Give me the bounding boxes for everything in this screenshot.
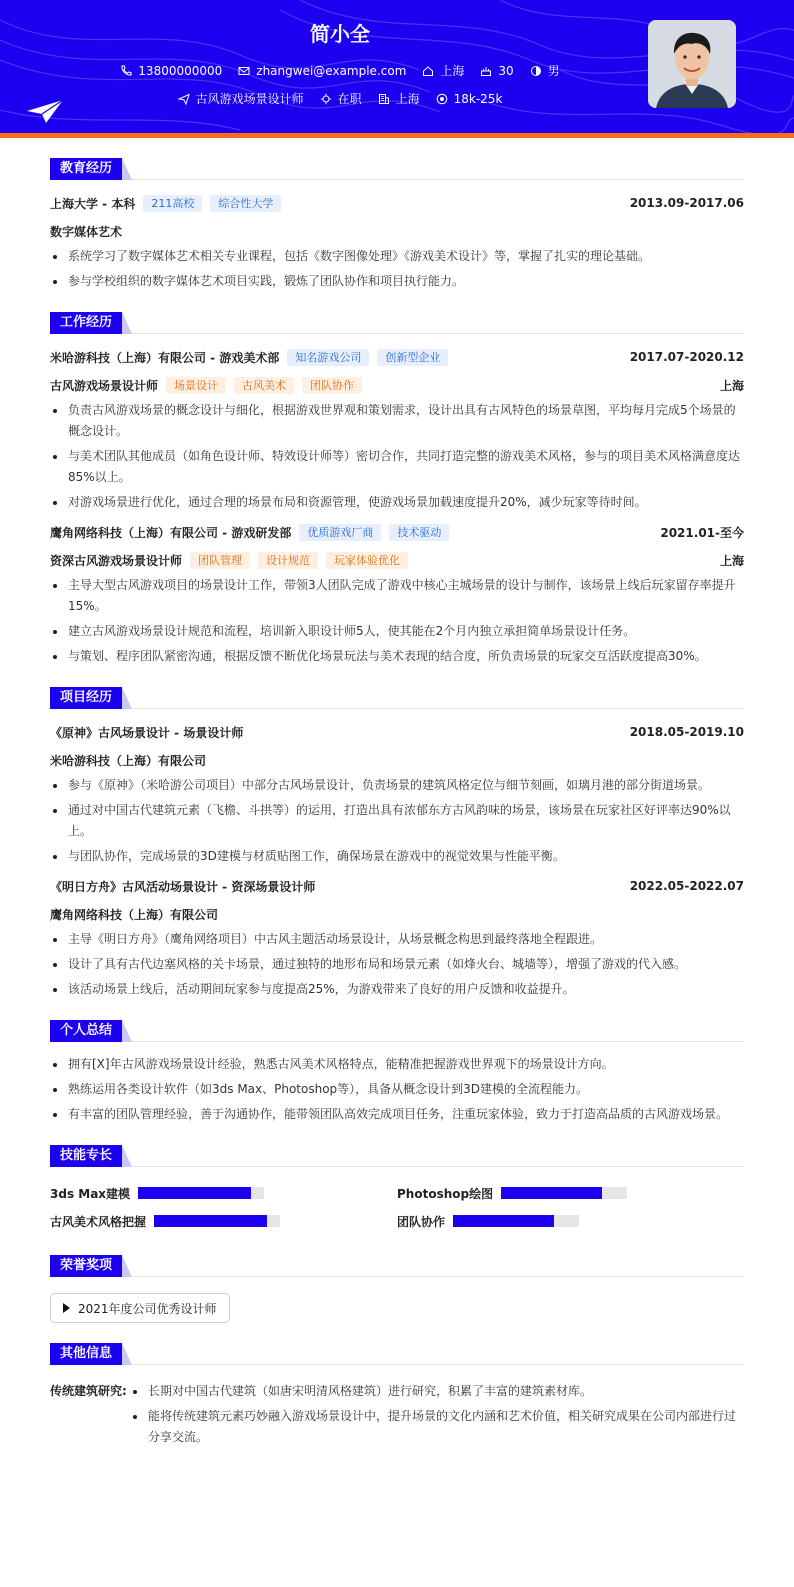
phone-text: 13800000000 <box>138 63 223 78</box>
section-title: 个人总结 <box>50 1020 122 1042</box>
skill-bar-fill <box>138 1187 251 1199</box>
company-name: 鹰角网络科技（上海）有限公司 - 游戏研发部 <box>50 525 292 540</box>
status-item <box>320 90 362 107</box>
project-period: 2022.05-2022.07 <box>629 879 744 893</box>
gender-icon <box>530 65 542 77</box>
school-tag: 综合性大学 <box>210 195 281 212</box>
list-item: 该活动场景上线后，活动期间玩家参与度提高25%，为游戏带来了良好的用户反馈和收益提升。 <box>50 979 744 1000</box>
resume-content <box>0 158 794 1452</box>
email-item <box>238 64 406 78</box>
skill-bar-fill <box>453 1215 554 1227</box>
list-item: 拥有[X]年古风游戏场景设计经验，熟悉古风美术风格特点，能精准把握游戏世界观下的场景设计方向。 <box>50 1054 744 1075</box>
role-tag: 场景设计 <box>166 377 226 394</box>
section-title: 技能专长 <box>50 1145 122 1167</box>
list-item: 对游戏场景进行优化，通过合理的场景布局和资源管理，使游戏场景加载速度提升20%，减少玩家等待时间。 <box>50 492 744 513</box>
skill-item <box>397 1207 744 1235</box>
work-bullets <box>50 400 744 513</box>
project-period: 2018.05-2019.10 <box>629 725 744 739</box>
target-city-text: 上海 <box>395 92 420 106</box>
skill-item <box>50 1179 397 1207</box>
section-title: 荣誉奖项 <box>50 1255 122 1277</box>
skill-bar-fill <box>154 1215 267 1227</box>
section-title: 工作经历 <box>50 312 122 334</box>
project-company: 鹰角网络科技（上海）有限公司 <box>50 907 219 922</box>
skill-name: 古风美术风格把握 <box>50 1214 147 1229</box>
company-tag: 创新型企业 <box>377 349 448 366</box>
role-name: 古风游戏场景设计师 <box>50 378 159 393</box>
role-tag: 团队管理 <box>190 552 250 569</box>
list-item: 主导《明日方舟》（鹰角网络项目）中古风主题活动场景设计，从场景概念构思到最终落地全程跟进。 <box>50 929 744 950</box>
status-icon <box>320 93 332 105</box>
company-row <box>50 521 744 543</box>
project-name: 《原神》古风场景设计 - 场景设计师 <box>50 725 244 740</box>
work-entry <box>50 521 744 667</box>
work-location: 上海 <box>719 553 744 568</box>
work-section <box>50 312 744 667</box>
section-header <box>50 1343 744 1365</box>
age-icon <box>480 65 492 77</box>
list-item: 通过对中国古代建筑元素（飞檐、斗拱等）的运用，打造出具有浓郁东方古风韵味的场景，该场景在玩家社区好评率达90%以上。 <box>50 800 744 842</box>
list-item: 与团队协作，完成场景的3D建模与材质贴图工作，确保场景在游戏中的视觉效果与性能平衡。 <box>50 846 744 867</box>
skill-item <box>397 1179 744 1207</box>
skill-name: Photoshop绘图 <box>397 1186 494 1201</box>
candidate-name: 简小全 <box>310 22 370 46</box>
other-bullets <box>130 1381 744 1452</box>
send-icon <box>178 93 190 105</box>
role-tag: 团队协作 <box>302 377 362 394</box>
email-text: zhangwei@example.com <box>256 63 407 78</box>
gender-text: 男 <box>547 64 560 78</box>
school-name: 上海大学 - 本科 <box>50 196 136 211</box>
list-item: 有丰富的团队管理经验，善于沟通协作，能带领团队高效完成项目任务，注重玩家体验，致力于打造高品质的古风游戏场景。 <box>50 1104 744 1125</box>
education-period: 2013.09-2017.06 <box>629 196 744 210</box>
skill-bar <box>138 1187 264 1199</box>
education-section <box>50 158 744 292</box>
phone-item <box>120 64 222 78</box>
skill-bar <box>501 1187 627 1199</box>
list-item: 负责古风游戏场景的概念设计与细化，根据游戏世界观和策划需求，设计出具有古风特色的场景草图，平均每月完成5个场景的概念设计。 <box>50 400 744 442</box>
summary-section <box>50 1020 744 1125</box>
paper-plane-logo-icon <box>26 99 64 125</box>
project-entry <box>50 875 744 1000</box>
skill-name: 3ds Max建模 <box>50 1186 131 1201</box>
role-tag: 古风美术 <box>234 377 294 394</box>
play-triangle-icon <box>63 1303 70 1313</box>
work-period: 2021.01-至今 <box>660 525 744 540</box>
major-row <box>50 220 744 242</box>
header-accent-bar <box>0 133 794 138</box>
list-item: 能将传统建筑元素巧妙融入游戏场景设计中，提升场景的文化内涵和艺术价值，相关研究成果在公司内部进行过分享交流。 <box>130 1406 744 1448</box>
project-row <box>50 721 744 743</box>
skill-item <box>50 1207 397 1235</box>
other-label: 传统建筑研究: <box>50 1384 127 1398</box>
list-item: 建立古风游戏场景设计规范和流程，培训新入职设计师5人，使其能在2个月内独立承担简单场景设计任务。 <box>50 621 744 642</box>
home-icon <box>422 65 434 77</box>
status-text: 在职 <box>337 92 362 106</box>
building-icon <box>378 93 390 105</box>
role-row <box>50 549 744 571</box>
project-bullets <box>50 775 744 867</box>
avatar <box>648 20 736 108</box>
age-text: 30 <box>498 63 514 78</box>
section-title: 其他信息 <box>50 1343 122 1365</box>
target-city-item <box>378 90 420 107</box>
age-item <box>480 64 513 78</box>
company-row <box>50 346 744 368</box>
list-item: 参与《原神》（米哈游公司项目）中部分古风场景设计，负责场景的建筑风格定位与细节刻画，如璃月港的部分街道场景。 <box>50 775 744 796</box>
skills-section <box>50 1145 744 1235</box>
role-row <box>50 374 744 396</box>
list-item: 熟练运用各类设计软件（如3ds Max、Photoshop等），具备从概念设计到3D建模的全流程能力。 <box>50 1079 744 1100</box>
award-text: 2021年度公司优秀设计师 <box>78 1301 217 1316</box>
summary-bullets <box>50 1054 744 1125</box>
job-intent-row <box>0 90 680 107</box>
education-school-row <box>50 192 744 214</box>
mail-icon <box>238 65 250 77</box>
salary-item <box>436 92 503 106</box>
section-header <box>50 312 744 334</box>
project-company-row <box>50 749 744 771</box>
project-row <box>50 875 744 897</box>
target-job-item <box>178 90 304 107</box>
project-company-row <box>50 903 744 925</box>
projects-section <box>50 687 744 1000</box>
work-location: 上海 <box>719 378 744 393</box>
section-header <box>50 1020 744 1042</box>
role-tag: 玩家体验优化 <box>326 552 408 569</box>
city-text: 上海 <box>440 64 465 78</box>
header-banner <box>0 0 794 138</box>
company-tag: 技术驱动 <box>389 524 449 541</box>
list-item: 与美术团队其他成员（如角色设计师、特效设计师等）密切合作，共同打造完整的游戏美术风格，参与的项目美术风格满意度达85%以上。 <box>50 446 744 488</box>
contact-row <box>0 62 680 79</box>
role-name: 资深古风游戏场景设计师 <box>50 553 183 568</box>
company-name: 米哈游科技（上海）有限公司 - 游戏美术部 <box>50 350 280 365</box>
list-item: 设计了具有古代边塞风格的关卡场景，通过独特的地形布局和场景元素（如烽火台、城墙等），增强了游戏的代入感。 <box>50 954 744 975</box>
list-item: 长期对中国古代建筑（如唐宋明清风格建筑）进行研究，积累了丰富的建筑素材库。 <box>130 1381 744 1402</box>
school-tag: 211高校 <box>143 195 202 212</box>
project-name: 《明日方舟》古风活动场景设计 - 资深场景设计师 <box>50 879 316 894</box>
avatar-portrait <box>648 20 736 108</box>
work-entry <box>50 346 744 513</box>
section-header <box>50 1255 744 1277</box>
section-header <box>50 1145 744 1167</box>
gender-item <box>530 62 560 79</box>
section-header <box>50 687 744 709</box>
target-job-text: 古风游戏场景设计师 <box>195 92 304 106</box>
other-section <box>50 1343 744 1452</box>
company-tag: 优质游戏厂商 <box>299 524 381 541</box>
skill-bar <box>453 1215 579 1227</box>
list-item: 参与学校组织的数字媒体艺术项目实践，锻炼了团队协作和项目执行能力。 <box>50 271 744 292</box>
awards-section <box>50 1255 744 1323</box>
list-item: 主导大型古风游戏项目的场景设计工作，带领3人团队完成了游戏中核心主城场景的设计与制作，该场景上线后玩家留存率提升15%。 <box>50 575 744 617</box>
section-header <box>50 158 744 180</box>
education-bullets <box>50 246 744 292</box>
project-entry <box>50 721 744 867</box>
major-name: 数字媒体艺术 <box>50 224 123 239</box>
skills-grid <box>50 1179 744 1235</box>
salary-icon <box>436 93 448 105</box>
skill-bar <box>154 1215 280 1227</box>
city-item <box>422 62 464 79</box>
salary-text: 18k-25k <box>453 91 503 106</box>
project-bullets <box>50 929 744 1000</box>
list-item: 系统学习了数字媒体艺术相关专业课程，包括《数字图像处理》《游戏美术设计》等，掌握了扎实的理论基础。 <box>50 246 744 267</box>
award-item[interactable] <box>50 1293 230 1323</box>
work-period: 2017.07-2020.12 <box>629 350 744 364</box>
skill-bar-fill <box>501 1187 602 1199</box>
section-title: 教育经历 <box>50 158 122 180</box>
section-title: 项目经历 <box>50 687 122 709</box>
list-item: 与策划、程序团队紧密沟通，根据反馈不断优化场景玩法与美术表现的结合度，所负责场景的玩家交互活跃度提高30%。 <box>50 646 744 667</box>
role-tag: 设计规范 <box>258 552 318 569</box>
company-tag: 知名游戏公司 <box>287 349 369 366</box>
skill-name: 团队协作 <box>397 1214 446 1229</box>
phone-icon <box>120 65 132 77</box>
other-info <box>50 1377 744 1452</box>
project-company: 米哈游科技（上海）有限公司 <box>50 753 207 768</box>
work-bullets <box>50 575 744 667</box>
